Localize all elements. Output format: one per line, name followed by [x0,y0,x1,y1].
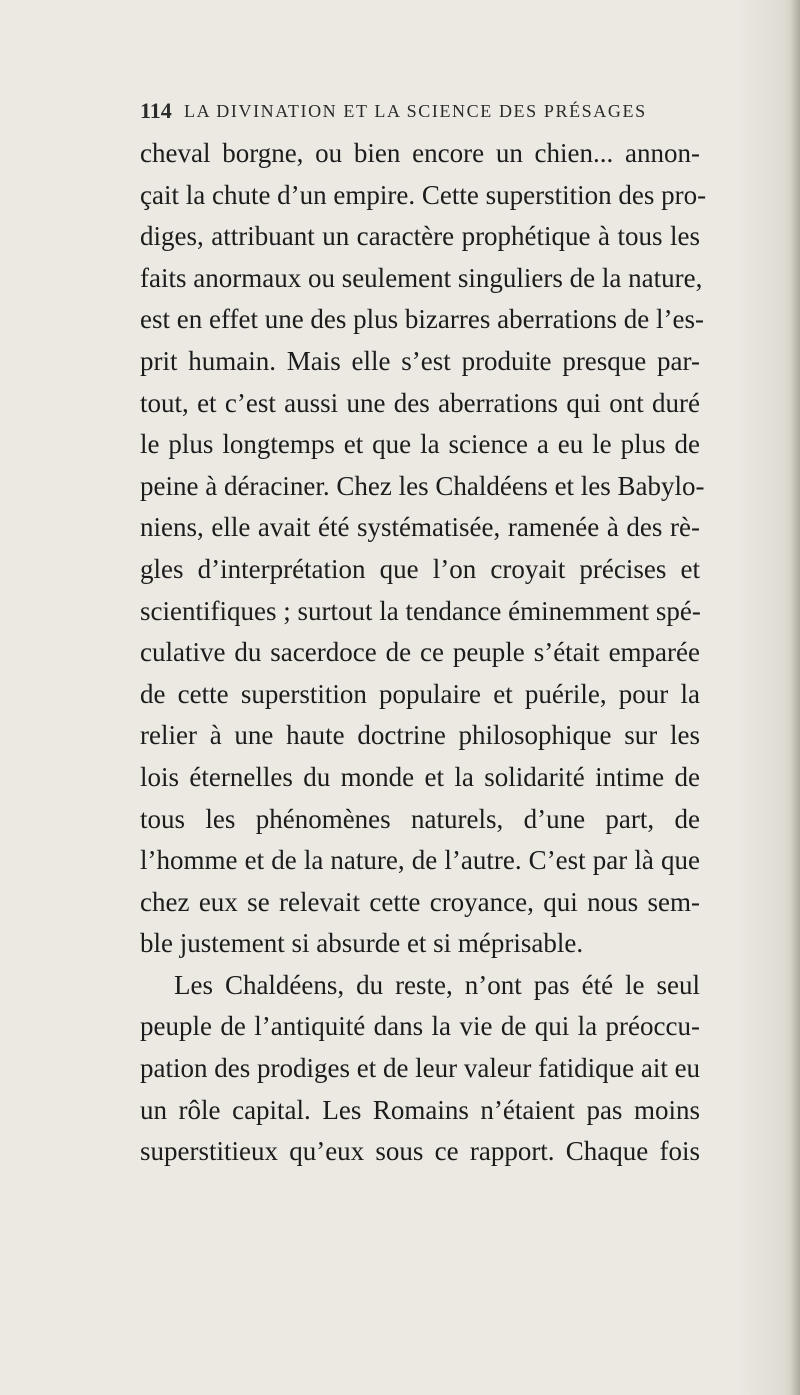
text-line: relier à une haute doctrine philosophique sur les [140,720,700,751]
text-line: tout, et c’est aussi une des aberrations qui ont duré [140,387,700,418]
text-line: gles d’interprétation que l’on croyait précises et [140,553,700,584]
text-line: chez eux se relevait cette croyance, qui nous sem- [140,886,700,917]
text-line: diges, attribuant un caractère prophétique à tous les [140,221,700,252]
page-number: 114 [140,98,172,123]
text-line: superstitieux qu’eux sous ce rapport. Chaque fois [140,1136,700,1167]
text-line: l’homme et de la nature, de l’autre. C’est par là que [140,845,700,876]
text-line: un rôle capital. Les Romains n’étaient pas moins [140,1094,700,1125]
body-text [140,133,707,1173]
text-line: lois éternelles du monde et la solidarité intime de [140,761,700,792]
text-line: çait la chute d’un empire. Cette superstition des pro- [140,179,707,210]
text-line: scientifiques ; surtout la tendance éminemment spé- [140,595,701,626]
text-line: pation des prodiges et de leur valeur fatidique ait eu [140,1053,701,1084]
text-line: peine à déraciner. Chez les Chaldéens et les Babylo- [140,470,705,501]
text-line: cheval borgne, ou bien encore un chien... annon- [140,138,700,168]
text-line: tous les phénomènes naturels, d’une part, de [140,803,700,834]
text-line: peuple de l’antiquité dans la vie de qui la préoccu- [140,1011,700,1042]
page-edge-shadow [790,0,800,1395]
text-line: niens, elle avait été systématisée, ramenée à des rè- [140,512,700,543]
text-line: culative du sacerdoce de ce peuple s’était emparée [140,637,700,668]
text-line: est en effet une des plus bizarres aberrations de l’es- [140,304,705,335]
text-line: de cette superstition populaire et puérile, pour la [140,678,700,709]
text-line: prit humain. Mais elle s’est produite presque par- [140,345,700,376]
running-head-title: LA DIVINATION ET LA SCIENCE DES PRÉSAGES [184,101,647,121]
running-head [140,98,680,132]
paragraph-end-line: ble justement si absurde et si méprisable. [140,928,584,959]
text-line: le plus longtemps et que la science a eu le plus de [140,429,700,460]
paragraph-start-line: Les Chaldéens, du reste, n’ont pas été le seul [174,969,700,1000]
text-line: faits anormaux ou seulement singuliers de la nature, [140,262,703,293]
